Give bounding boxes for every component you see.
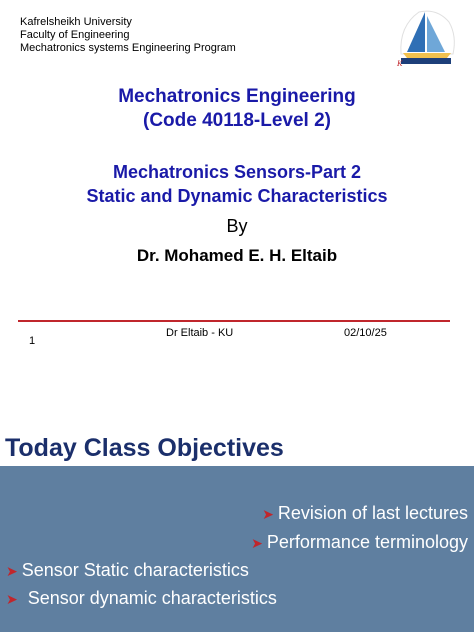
author-name: Dr. Mohamed E. H. Eltaib	[136, 246, 338, 265]
list-item	[262, 503, 468, 524]
objective-text: Sensor Static characteristics	[21, 560, 249, 580]
objectives-title: Today Class Objectives	[5, 434, 284, 462]
footer-divider	[18, 320, 450, 322]
slide-number: 1	[29, 335, 36, 347]
footer-date: 02/10/25	[344, 327, 387, 339]
faculty-name: Faculty of Engineering	[20, 29, 130, 41]
university-logo	[391, 6, 461, 70]
svg-text:K: K	[397, 59, 403, 68]
university-header	[20, 16, 236, 55]
objectives-panel	[0, 466, 474, 632]
list-item	[6, 560, 249, 581]
course-title	[0, 85, 474, 133]
arrowhead-bullet-icon: ➤	[262, 505, 274, 522]
by-label: By	[226, 216, 248, 236]
objective-text: Revision of last lectures	[277, 503, 468, 523]
list-item	[6, 588, 277, 609]
footer-author: Dr Eltaib - KU	[166, 327, 234, 339]
objective-text: Sensor dynamic characteristics	[27, 588, 277, 608]
objective-text: Performance terminology	[266, 532, 468, 552]
topic-line-1: Mechatronics Sensors-Part 2	[112, 162, 362, 182]
university-name: Kafrelsheikh University	[20, 16, 132, 28]
course-code: (Code 40118-Level 2)	[143, 110, 331, 131]
list-item	[251, 532, 468, 553]
slide-2	[0, 420, 474, 632]
arrowhead-bullet-icon: ➤	[6, 562, 18, 579]
topic-line-2: Static and Dynamic Characteristics	[86, 186, 388, 206]
program-name: Mechatronics systems Engineering Program	[20, 42, 236, 54]
arrowhead-bullet-icon: ➤	[251, 534, 263, 551]
course-name: Mechatronics Engineering	[118, 86, 356, 107]
lecture-topic	[0, 160, 474, 208]
arrowhead-bullet-icon: ➤	[6, 590, 18, 607]
